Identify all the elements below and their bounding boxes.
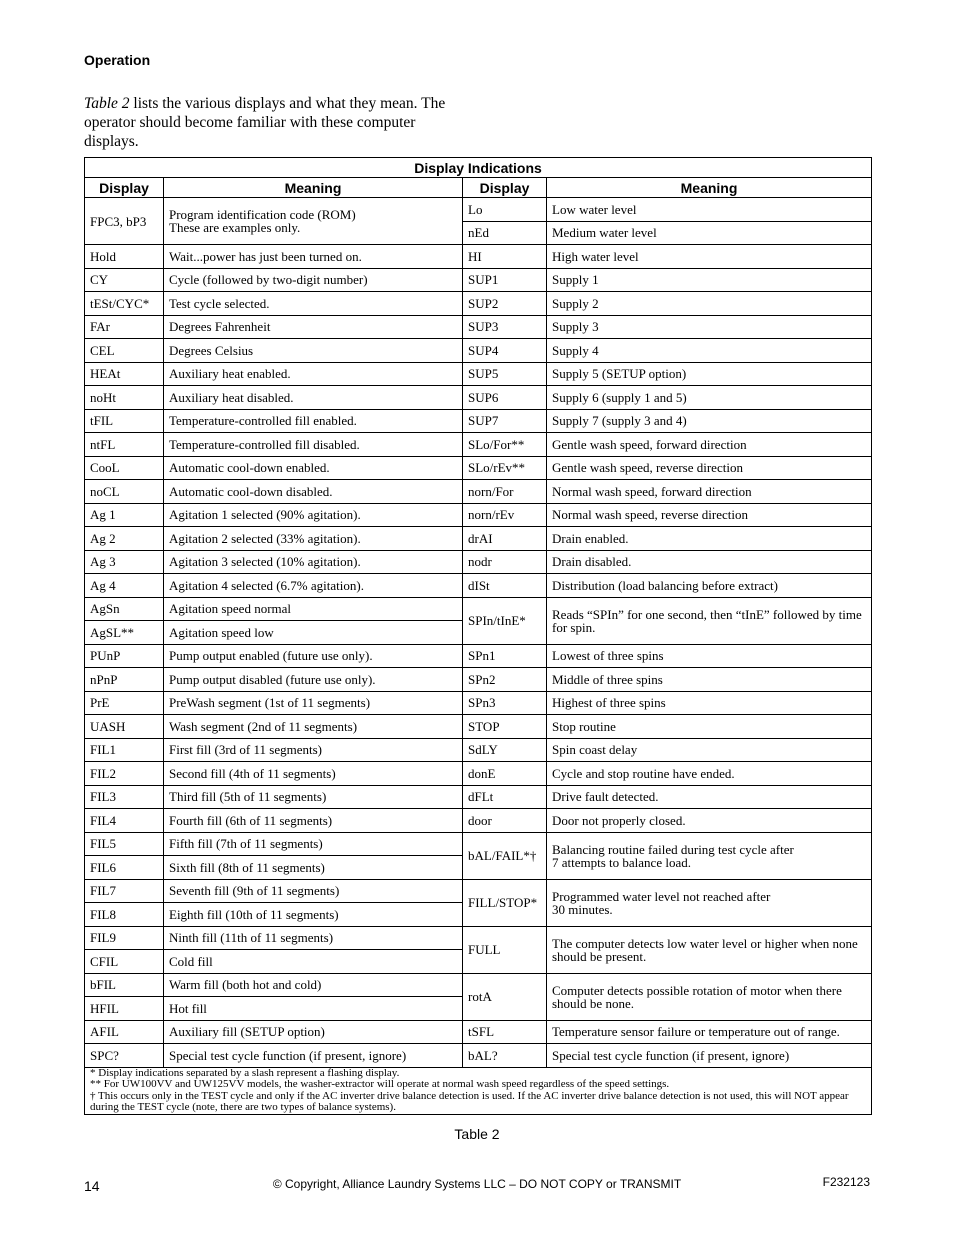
table-row [85,362,872,386]
display-code: SPIn/tInE* [463,597,547,644]
intro-paragraph [84,94,464,151]
table-row [85,245,872,269]
document-code: F232123 [822,1175,870,1189]
display-code: nPnP [85,668,164,692]
table-row [85,668,872,692]
table-row [85,386,872,410]
display-code: bAL? [463,1044,547,1068]
display-code: SPn1 [463,644,547,668]
page-number: 14 [84,1178,100,1194]
display-code: SUP5 [463,362,547,386]
meaning-text: Computer detects possible rotation of motor when there should be none. [547,973,872,1020]
table-row [85,198,872,222]
display-code: SLo/rEv** [463,456,547,480]
meaning-text: Supply 1 [547,268,872,292]
display-code: FIL5 [85,832,164,856]
meaning-text: Hot fill [164,997,463,1021]
table-row [85,433,872,457]
meaning-text: Degrees Fahrenheit [164,315,463,339]
table-row [85,574,872,598]
meaning-text: Auxiliary heat disabled. [164,386,463,410]
meaning-text: The computer detects low water level or higher when none should be present. [547,926,872,973]
table-row [85,1044,872,1068]
display-code: CEL [85,339,164,363]
meaning-text: Reads “SPIn” for one second, then “tInE” followed by time for spin. [547,597,872,644]
display-code: FIL7 [85,879,164,903]
display-code: Hold [85,245,164,269]
display-code: Lo [463,198,547,222]
display-code: FAr [85,315,164,339]
display-code: drAI [463,527,547,551]
display-indications-table [84,157,872,1115]
meaning-text: First fill (3rd of 11 segments) [164,738,463,762]
display-code: FIL4 [85,809,164,833]
meaning-text: Auxiliary heat enabled. [164,362,463,386]
table-notes [85,1067,872,1114]
display-code: noCL [85,480,164,504]
meaning-text: Cycle and stop routine have ended. [547,762,872,786]
meaning-text: Cycle (followed by two-digit number) [164,268,463,292]
table-note: * Display indications separated by a slash represent a flashing display. [90,1066,400,1079]
display-code: nEd [463,221,547,245]
display-code: FIL6 [85,856,164,880]
meaning-text: Program identification code (ROM) These are examples only. [164,198,463,245]
meaning-text: Special test cycle function (if present, ignore) [164,1044,463,1068]
display-code: tFIL [85,409,164,433]
meaning-text: Third fill (5th of 11 segments) [164,785,463,809]
meaning-text: Low water level [547,198,872,222]
meaning-text: Spin coast delay [547,738,872,762]
display-code: donE [463,762,547,786]
display-code: CFIL [85,950,164,974]
table-row [85,1020,872,1044]
table-row [85,339,872,363]
meaning-text: Drain disabled. [547,550,872,574]
meaning-text: Ninth fill (11th of 11 segments) [164,926,463,950]
table-row [85,527,872,551]
display-code: FILL/STOP* [463,879,547,926]
display-code: SPn3 [463,691,547,715]
display-code: FIL8 [85,903,164,927]
meaning-text: Normal wash speed, reverse direction [547,503,872,527]
display-code: SUP6 [463,386,547,410]
table-row [85,268,872,292]
table-row [85,480,872,504]
table-row [85,973,872,997]
display-code: FULL [463,926,547,973]
display-code: SUP1 [463,268,547,292]
display-code: FIL3 [85,785,164,809]
display-code: SPn2 [463,668,547,692]
meaning-text: Warm fill (both hot and cold) [164,973,463,997]
meaning-text: Distribution (load balancing before extract) [547,574,872,598]
table-row [85,503,872,527]
table-row [85,809,872,833]
display-code: door [463,809,547,833]
meaning-text: Programmed water level not reached after 30 minutes. [547,879,872,926]
table-title: Display Indications [85,158,872,178]
meaning-text: Stop routine [547,715,872,739]
column-header-meaning: Meaning [164,178,463,198]
table-row [85,926,872,950]
meaning-text: Test cycle selected. [164,292,463,316]
meaning-text: Normal wash speed, forward direction [547,480,872,504]
display-code: FIL2 [85,762,164,786]
display-code: AFIL [85,1020,164,1044]
display-code: Ag 3 [85,550,164,574]
display-code: bFIL [85,973,164,997]
meaning-text: Supply 7 (supply 3 and 4) [547,409,872,433]
meaning-text: Middle of three spins [547,668,872,692]
meaning-text: Supply 4 [547,339,872,363]
meaning-text: Supply 2 [547,292,872,316]
meaning-text: Cold fill [164,950,463,974]
column-header-meaning: Meaning [547,178,872,198]
meaning-text: Fourth fill (6th of 11 segments) [164,809,463,833]
meaning-text: Supply 6 (supply 1 and 5) [547,386,872,410]
display-code: bAL/FAIL*† [463,832,547,879]
display-code: norn/rEv [463,503,547,527]
display-code: Ag 4 [85,574,164,598]
meaning-text: Sixth fill (8th of 11 segments) [164,856,463,880]
table-row [85,550,872,574]
display-code: CY [85,268,164,292]
display-code: tSFL [463,1020,547,1044]
column-header-display: Display [463,178,547,198]
display-code: FPC3, bP3 [85,198,164,245]
table-row [85,832,872,856]
display-code: norn/For [463,480,547,504]
meaning-text: Supply 5 (SETUP option) [547,362,872,386]
display-code: CooL [85,456,164,480]
section-heading: Operation [84,52,151,68]
display-code: Ag 1 [85,503,164,527]
meaning-text: Wash segment (2nd of 11 segments) [164,715,463,739]
table-body [85,198,872,1068]
table-row [85,292,872,316]
table-row [85,738,872,762]
meaning-text: Temperature-controlled fill enabled. [164,409,463,433]
display-code: UASH [85,715,164,739]
copyright-notice: © Copyright, Alliance Laundry Systems LLC – DO NOT COPY or TRANSMIT [272,1177,682,1191]
display-code: FIL1 [85,738,164,762]
display-code: SdLY [463,738,547,762]
display-code: SLo/For** [463,433,547,457]
meaning-text: Pump output enabled (future use only). [164,644,463,668]
meaning-text: Balancing routine failed during test cycle after 7 attempts to balance load. [547,832,872,879]
intro-text: lists the various displays and what they mean. The operator should become familiar with these computer displays. [84,95,446,150]
meaning-text: Agitation 4 selected (6.7% agitation). [164,574,463,598]
meaning-text: Special test cycle function (if present, ignore) [547,1044,872,1068]
meaning-text: Drain enabled. [547,527,872,551]
display-code: SUP4 [463,339,547,363]
display-code: SUP2 [463,292,547,316]
table-row [85,315,872,339]
display-code: noHt [85,386,164,410]
display-code: FIL9 [85,926,164,950]
table-row [85,762,872,786]
display-code: ntFL [85,433,164,457]
meaning-text: Temperature sensor failure or temperature out of range. [547,1020,872,1044]
meaning-text: Seventh fill (9th of 11 segments) [164,879,463,903]
meaning-text: Second fill (4th of 11 segments) [164,762,463,786]
display-code: AgSL** [85,621,164,645]
column-header-display: Display [85,178,164,198]
meaning-text: Wait...power has just been turned on. [164,245,463,269]
display-code: HEAt [85,362,164,386]
display-code: nodr [463,550,547,574]
table-row [85,691,872,715]
meaning-text: Auxiliary fill (SETUP option) [164,1020,463,1044]
display-code: SUP7 [463,409,547,433]
meaning-text: Agitation 1 selected (90% agitation). [164,503,463,527]
display-code: Ag 2 [85,527,164,551]
meaning-text: Pump output disabled (future use only). [164,668,463,692]
table-row [85,409,872,433]
table-note: ** For UW100VV and UW125VV models, the washer-extractor will operate at normal wash speed regardless of the speed settings. [90,1078,670,1090]
meaning-text: PreWash segment (1st of 11 segments) [164,691,463,715]
table-row [85,597,872,621]
meaning-text: Temperature-controlled fill disabled. [164,433,463,457]
display-code: HI [463,245,547,269]
meaning-text: Agitation speed low [164,621,463,645]
display-code: SUP3 [463,315,547,339]
display-code: dFLt [463,785,547,809]
meaning-text: High water level [547,245,872,269]
meaning-text: Agitation 2 selected (33% agitation). [164,527,463,551]
table-row [85,715,872,739]
display-code: dISt [463,574,547,598]
table-row [85,879,872,903]
table-caption: Table 2 [454,1126,500,1142]
meaning-text: Highest of three spins [547,691,872,715]
display-code: rotA [463,973,547,1020]
meaning-text: Automatic cool-down enabled. [164,456,463,480]
meaning-text: Drive fault detected. [547,785,872,809]
display-code: SPC? [85,1044,164,1068]
meaning-text: Supply 3 [547,315,872,339]
display-code: PrE [85,691,164,715]
meaning-text: Degrees Celsius [164,339,463,363]
table-reference: Table 2 [84,95,130,112]
meaning-text: Agitation speed normal [164,597,463,621]
meaning-text: Automatic cool-down disabled. [164,480,463,504]
meaning-text: Lowest of three spins [547,644,872,668]
meaning-text: Eighth fill (10th of 11 segments) [164,903,463,927]
display-code: tESt/CYC* [85,292,164,316]
table-row [85,644,872,668]
table-note: † This occurs only in the TEST cycle and only if the AC inverter drive balance detection is used. If the AC inverter drive balance detection is not used, this will NOT appear during the TEST cycle (note, there are two types of balance systems). [90,1089,849,1113]
meaning-text: Gentle wash speed, reverse direction [547,456,872,480]
table-row [85,456,872,480]
meaning-text: Agitation 3 selected (10% agitation). [164,550,463,574]
meaning-text: Fifth fill (7th of 11 segments) [164,832,463,856]
table-row [85,785,872,809]
display-code: HFIL [85,997,164,1021]
meaning-text: Gentle wash speed, forward direction [547,433,872,457]
meaning-text: Medium water level [547,221,872,245]
display-code: STOP [463,715,547,739]
display-code: AgSn [85,597,164,621]
meaning-text: Door not properly closed. [547,809,872,833]
display-code: PUnP [85,644,164,668]
